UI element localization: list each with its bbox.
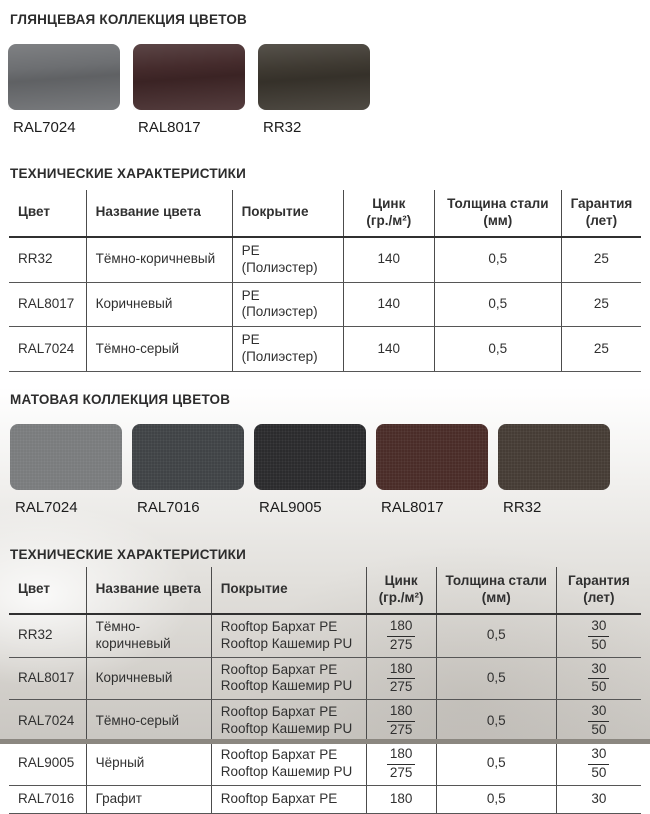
cell-name: Тёмно-коричневый <box>86 237 232 282</box>
swatch-label: RAL8017 <box>381 499 444 516</box>
table-row <box>9 282 641 327</box>
table-row <box>9 657 641 700</box>
cell-zinc: 180 275 <box>366 700 436 743</box>
glossy-swatch-row <box>8 44 650 110</box>
swatch-matte-ral9005 <box>254 424 366 490</box>
cell-thickness: 0,5 <box>436 743 556 786</box>
matte-collection-title: МАТОВАЯ КОЛЛЕКЦИЯ ЦВЕТОВ <box>10 392 231 407</box>
column-header-coating: Покрытие <box>211 567 366 614</box>
column-header-warranty: Гарантия (лет) <box>556 567 641 614</box>
table-row <box>9 700 641 743</box>
cell-warranty: 25 <box>561 327 641 372</box>
cell-color: RAL7024 <box>9 327 86 372</box>
cell-warranty: 25 <box>561 237 641 282</box>
table-row <box>9 237 641 282</box>
cell-coating: Rooftop Бархат PE <box>211 785 366 813</box>
matte-swatch-row <box>10 424 650 490</box>
cell-zinc: 180 275 <box>366 614 436 657</box>
swatch-label: RAL7024 <box>15 499 78 516</box>
swatch-label: RAL8017 <box>138 119 201 136</box>
swatch-matte-ral7024 <box>10 424 122 490</box>
glossy-specs-table <box>9 190 641 372</box>
cell-name: Тёмно-коричневый <box>86 614 211 657</box>
cell-color: RAL9005 <box>9 743 86 786</box>
table-row <box>9 327 641 372</box>
matte-specs-table <box>9 567 641 814</box>
column-header-thickness: Толщина стали (мм) <box>434 190 561 237</box>
matte-label-row <box>10 499 650 516</box>
cell-name: Коричневый <box>86 282 232 327</box>
cell-thickness: 0,5 <box>436 614 556 657</box>
cell-coating: PE (Полиэстер) <box>232 327 343 372</box>
cell-coating: PE (Полиэстер) <box>232 237 343 282</box>
matte-specs-title: ТЕХНИЧЕСКИЕ ХАРАКТЕРИСТИКИ <box>10 547 247 562</box>
cell-zinc: 180 275 <box>366 657 436 700</box>
cell-color: RR32 <box>9 614 86 657</box>
cell-warranty: 30 <box>556 785 641 813</box>
cell-thickness: 0,5 <box>434 282 561 327</box>
column-header-zinc: Цинк (гр./м²) <box>366 567 436 614</box>
swatch-label: RAL9005 <box>259 499 322 516</box>
cell-thickness: 0,5 <box>436 657 556 700</box>
cell-warranty: 25 <box>561 282 641 327</box>
header-row <box>9 190 641 237</box>
column-header-coating: Покрытие <box>232 190 343 237</box>
swatch-matte-ral8017 <box>376 424 488 490</box>
bottom-edge-strip <box>0 739 650 744</box>
cell-warranty: 30 50 <box>556 657 641 700</box>
cell-coating: Rooftop Бархат PE Rooftop Кашемир PU <box>211 743 366 786</box>
cell-coating: Rooftop Бархат PE Rooftop Кашемир PU <box>211 614 366 657</box>
cell-zinc: 140 <box>343 282 434 327</box>
table-row <box>9 785 641 813</box>
swatch-glossy-ral7024 <box>8 44 120 110</box>
cell-zinc: 180 <box>366 785 436 813</box>
column-header-zinc: Цинк (гр./м²) <box>343 190 434 237</box>
cell-color: RAL7024 <box>9 700 86 743</box>
column-header-name: Название цвета <box>86 190 232 237</box>
glossy-collection-title: ГЛЯНЦЕВАЯ КОЛЛЕКЦИЯ ЦВЕТОВ <box>10 12 247 27</box>
column-header-name: Название цвета <box>86 567 211 614</box>
cell-warranty: 30 50 <box>556 743 641 786</box>
cell-name: Чёрный <box>86 743 211 786</box>
cell-color: RAL8017 <box>9 282 86 327</box>
cell-coating: Rooftop Бархат PE Rooftop Кашемир PU <box>211 657 366 700</box>
cell-warranty: 30 50 <box>556 614 641 657</box>
column-header-color: Цвет <box>9 567 86 614</box>
swatch-label: RAL7024 <box>13 119 76 136</box>
cell-coating: Rooftop Бархат PE Rooftop Кашемир PU <box>211 700 366 743</box>
column-header-color: Цвет <box>9 190 86 237</box>
cell-color: RAL8017 <box>9 657 86 700</box>
cell-name: Тёмно-серый <box>86 700 211 743</box>
cell-thickness: 0,5 <box>434 327 561 372</box>
table-row <box>9 743 641 786</box>
cell-name: Коричневый <box>86 657 211 700</box>
cell-zinc: 140 <box>343 327 434 372</box>
cell-warranty: 30 50 <box>556 700 641 743</box>
cell-thickness: 0,5 <box>436 700 556 743</box>
table-row <box>9 614 641 657</box>
cell-zinc: 140 <box>343 237 434 282</box>
swatch-glossy-ral8017 <box>133 44 245 110</box>
glossy-label-row <box>8 119 650 136</box>
glossy-specs-title: ТЕХНИЧЕСКИЕ ХАРАКТЕРИСТИКИ <box>10 166 247 181</box>
cell-color: RAL7016 <box>9 785 86 813</box>
cell-name: Тёмно-серый <box>86 327 232 372</box>
swatch-label: RR32 <box>263 119 302 136</box>
cell-name: Графит <box>86 785 211 813</box>
cell-color: RR32 <box>9 237 86 282</box>
column-header-thickness: Толщина стали (мм) <box>436 567 556 614</box>
swatch-matte-rr32 <box>498 424 610 490</box>
cell-zinc: 180 275 <box>366 743 436 786</box>
cell-thickness: 0,5 <box>434 237 561 282</box>
swatch-label: RAL7016 <box>137 499 200 516</box>
column-header-warranty: Гарантия (лет) <box>561 190 641 237</box>
swatch-glossy-rr32 <box>258 44 370 110</box>
swatch-matte-ral7016 <box>132 424 244 490</box>
cell-coating: PE (Полиэстер) <box>232 282 343 327</box>
header-row <box>9 567 641 614</box>
swatch-label: RR32 <box>503 499 542 516</box>
cell-thickness: 0,5 <box>436 785 556 813</box>
